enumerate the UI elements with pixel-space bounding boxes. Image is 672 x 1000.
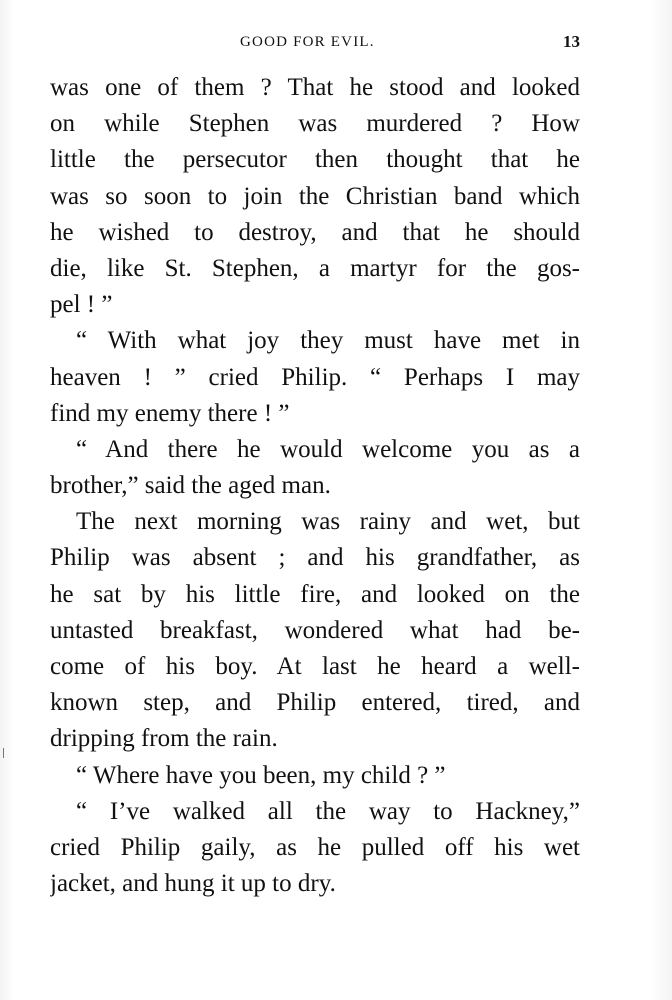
text-line: was so soon to join the Christian band which [50,182,580,210]
running-title: GOOD FOR EVIL. [240,34,375,50]
text-line: “ And there he would welcome you as a [76,435,580,463]
text-line: on while Stephen was murdered ? How [50,110,580,138]
text-line: he sat by his little fire, and looked on the [50,580,580,608]
text-line: cried Philip gaily, as he pulled off his wet [50,833,580,861]
text-line: The next morning was rainy and wet, but [76,508,580,536]
text-line: dripping from the rain. [50,725,278,753]
text-line: jacket, and hung it up to dry. [50,870,336,898]
text-line: brother,” said the aged man. [50,472,331,500]
text-line: Philip was absent ; and his grandfather, as [50,544,580,572]
page-number: 13 [563,32,580,51]
text-line: die, like St. Stephen, a martyr for the gos- [50,254,580,282]
body-text [50,70,580,902]
text-line: find my enemy there ! ” [50,399,290,427]
text-line: little the persecutor then thought that he [50,146,580,174]
text-line: come of his boy. At last he heard a well- [50,653,580,680]
text-line: untasted breakfast, wondered what had be- [50,616,580,644]
text-line: known step, and Philip entered, tired, and [50,689,580,717]
running-header [0,32,672,56]
text-line: pel ! ” [50,291,113,319]
text-line: “ With what joy they must have met in [76,327,580,355]
text-line: heaven ! ” cried Philip. “ Perhaps I may [50,363,580,391]
text-line: he wished to destroy, and that he should [50,218,580,246]
text-line: “ I’ve walked all the way to Hackney,” [76,797,580,825]
text-line: “ Where have you been, my child ? ” [76,761,446,789]
page-edge-mark [3,748,9,758]
text-line: was one of them ? That he stood and looked [50,74,580,101]
